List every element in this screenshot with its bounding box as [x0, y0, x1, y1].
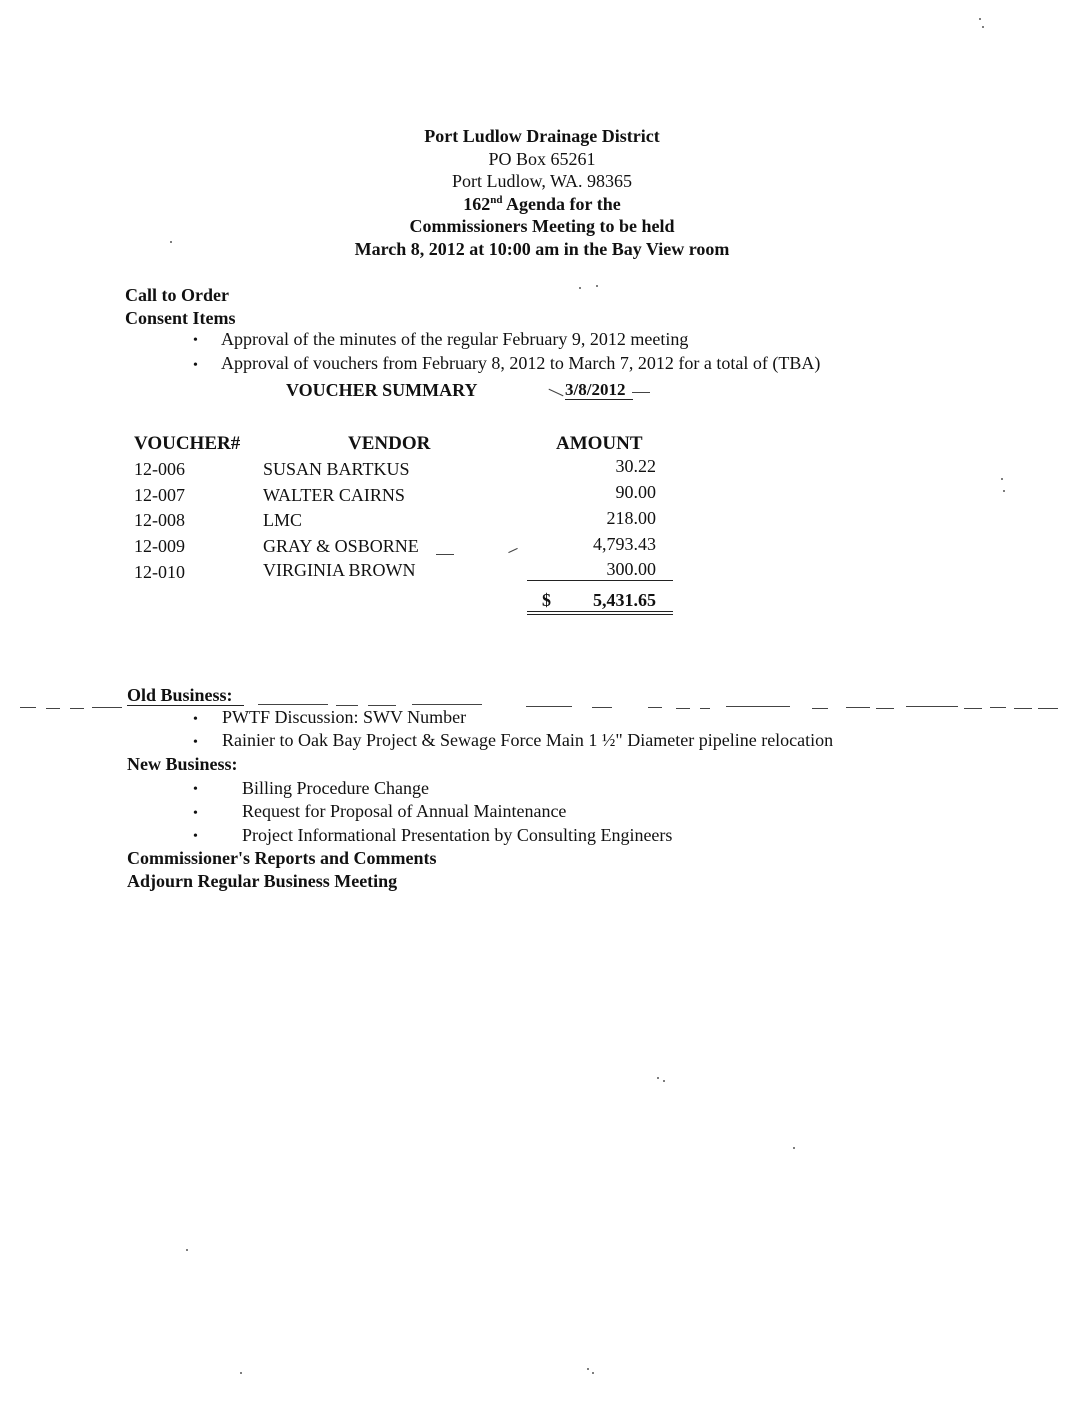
scan-speck	[982, 26, 984, 28]
scan-speck	[979, 18, 981, 20]
scan-dash	[412, 704, 482, 705]
bullet-icon: •	[193, 358, 198, 373]
voucher-amount: 218.00	[606, 508, 656, 528]
meeting-date-line: March 8, 2012 at 10:00 am in the Bay View room	[354, 238, 730, 259]
scan-speck	[579, 287, 581, 289]
adjourn: Adjourn Regular Business Meeting	[127, 871, 398, 891]
scan-speck	[587, 1368, 589, 1370]
scan-dash	[676, 708, 690, 709]
scan-speck	[592, 1372, 594, 1374]
date-underline	[565, 399, 633, 400]
agenda-title: Agenda for the	[502, 193, 621, 214]
scan-dash	[258, 704, 328, 705]
subtotal-rule	[527, 580, 673, 581]
bullet-icon: •	[193, 712, 198, 727]
scan-speck	[663, 1080, 665, 1082]
scan-mark	[436, 554, 454, 555]
scan-speck	[1001, 478, 1003, 480]
voucher-number: 12-007	[134, 485, 185, 505]
total-double-rule	[527, 611, 673, 612]
meeting-line: Commissioners Meeting to be held	[409, 216, 675, 237]
scan-dash	[336, 705, 358, 706]
bullet-icon: •	[193, 735, 198, 750]
scan-speck	[186, 1249, 188, 1251]
scan-dash	[906, 706, 958, 707]
scan-speck	[793, 1147, 795, 1149]
scan-dash	[876, 708, 894, 709]
new-business-item: Project Informational Presentation by Consulting Engineers	[242, 825, 673, 845]
voucher-summary-date: 3/8/2012	[565, 380, 626, 399]
voucher-amount: 90.00	[615, 482, 656, 502]
scan-dash	[1038, 708, 1058, 709]
scan-dash	[964, 708, 982, 709]
consent-item: Approval of the minutes of the regular February 9, 2012 meeting	[221, 329, 689, 349]
voucher-summary-title: VOUCHER SUMMARY	[286, 380, 478, 400]
pen-mark	[632, 392, 650, 393]
heading-underline	[127, 705, 244, 706]
old-business-heading: Old Business:	[127, 685, 233, 705]
scan-speck	[170, 241, 172, 243]
total-double-rule	[527, 614, 673, 615]
scan-speck	[596, 285, 598, 287]
scan-dash	[1014, 708, 1032, 709]
voucher-number: 12-009	[134, 536, 185, 556]
document-header	[0, 125, 1084, 261]
vendor-name: GRAY & OSBORNE	[263, 536, 419, 556]
consent-item: Approval of vouchers from February 8, 2012 to March 7, 2012 for a total of (TBA)	[221, 353, 821, 373]
vendor-name: WALTER CAIRNS	[263, 485, 405, 505]
voucher-number: 12-006	[134, 459, 185, 479]
voucher-number: 12-010	[134, 562, 185, 582]
agenda-number: 162	[463, 193, 491, 214]
vendor-name: SUSAN BARTKUS	[263, 459, 410, 479]
new-business-item: Request for Proposal of Annual Maintenance	[242, 801, 567, 821]
scan-dash	[46, 708, 60, 709]
scan-dash	[70, 708, 84, 709]
total-currency: $	[542, 590, 551, 610]
city-state: Port Ludlow, WA. 98365	[452, 171, 632, 192]
scan-dash	[700, 708, 710, 709]
scan-dash	[92, 707, 122, 708]
org-name: Port Ludlow Drainage District	[424, 126, 660, 146]
scan-speck	[240, 1372, 242, 1374]
po-box: PO Box 65261	[488, 148, 596, 169]
vendor-name: LMC	[263, 510, 303, 530]
new-business-item: Billing Procedure Change	[242, 778, 429, 798]
col-header-amount: AMOUNT	[556, 433, 643, 454]
col-header-vendor: VENDOR	[348, 433, 431, 454]
col-header-voucher: VOUCHER#	[134, 433, 241, 454]
scan-dash	[846, 707, 870, 708]
vendor-name: VIRGINIA BROWN	[263, 560, 416, 580]
consent-items-heading: Consent Items	[125, 308, 236, 328]
voucher-number: 12-008	[134, 510, 185, 530]
scan-speck	[1003, 490, 1005, 492]
bullet-icon: •	[193, 806, 198, 821]
bullet-icon: •	[193, 829, 198, 844]
scan-dash	[592, 707, 612, 708]
bullet-icon: •	[193, 782, 198, 797]
old-business-item: PWTF Discussion: SWV Number	[222, 707, 467, 727]
voucher-amount: 300.00	[606, 559, 656, 579]
scan-dash	[812, 708, 828, 709]
voucher-amount: 4,793.43	[593, 534, 656, 554]
old-business-item: Rainier to Oak Bay Project & Sewage Force Main 1 ½" Diameter pipeline relocation	[222, 730, 834, 750]
scan-dash	[648, 707, 662, 708]
commissioners-reports: Commissioner's Reports and Comments	[127, 848, 437, 868]
scan-dash	[20, 707, 36, 708]
agenda-suffix: nd	[490, 193, 503, 206]
bullet-icon: •	[193, 333, 198, 348]
scan-dash	[726, 706, 790, 707]
voucher-total: 5,431.65	[593, 590, 656, 610]
new-business-heading: New Business:	[127, 754, 238, 774]
scan-speck	[657, 1077, 659, 1079]
agenda-number-line	[0, 193, 1084, 216]
call-to-order: Call to Order	[125, 285, 229, 305]
scan-dash	[368, 705, 396, 706]
scan-dash	[526, 706, 572, 707]
voucher-amount: 30.22	[615, 456, 656, 476]
pen-mark	[549, 389, 564, 397]
scan-dash	[990, 707, 1006, 708]
